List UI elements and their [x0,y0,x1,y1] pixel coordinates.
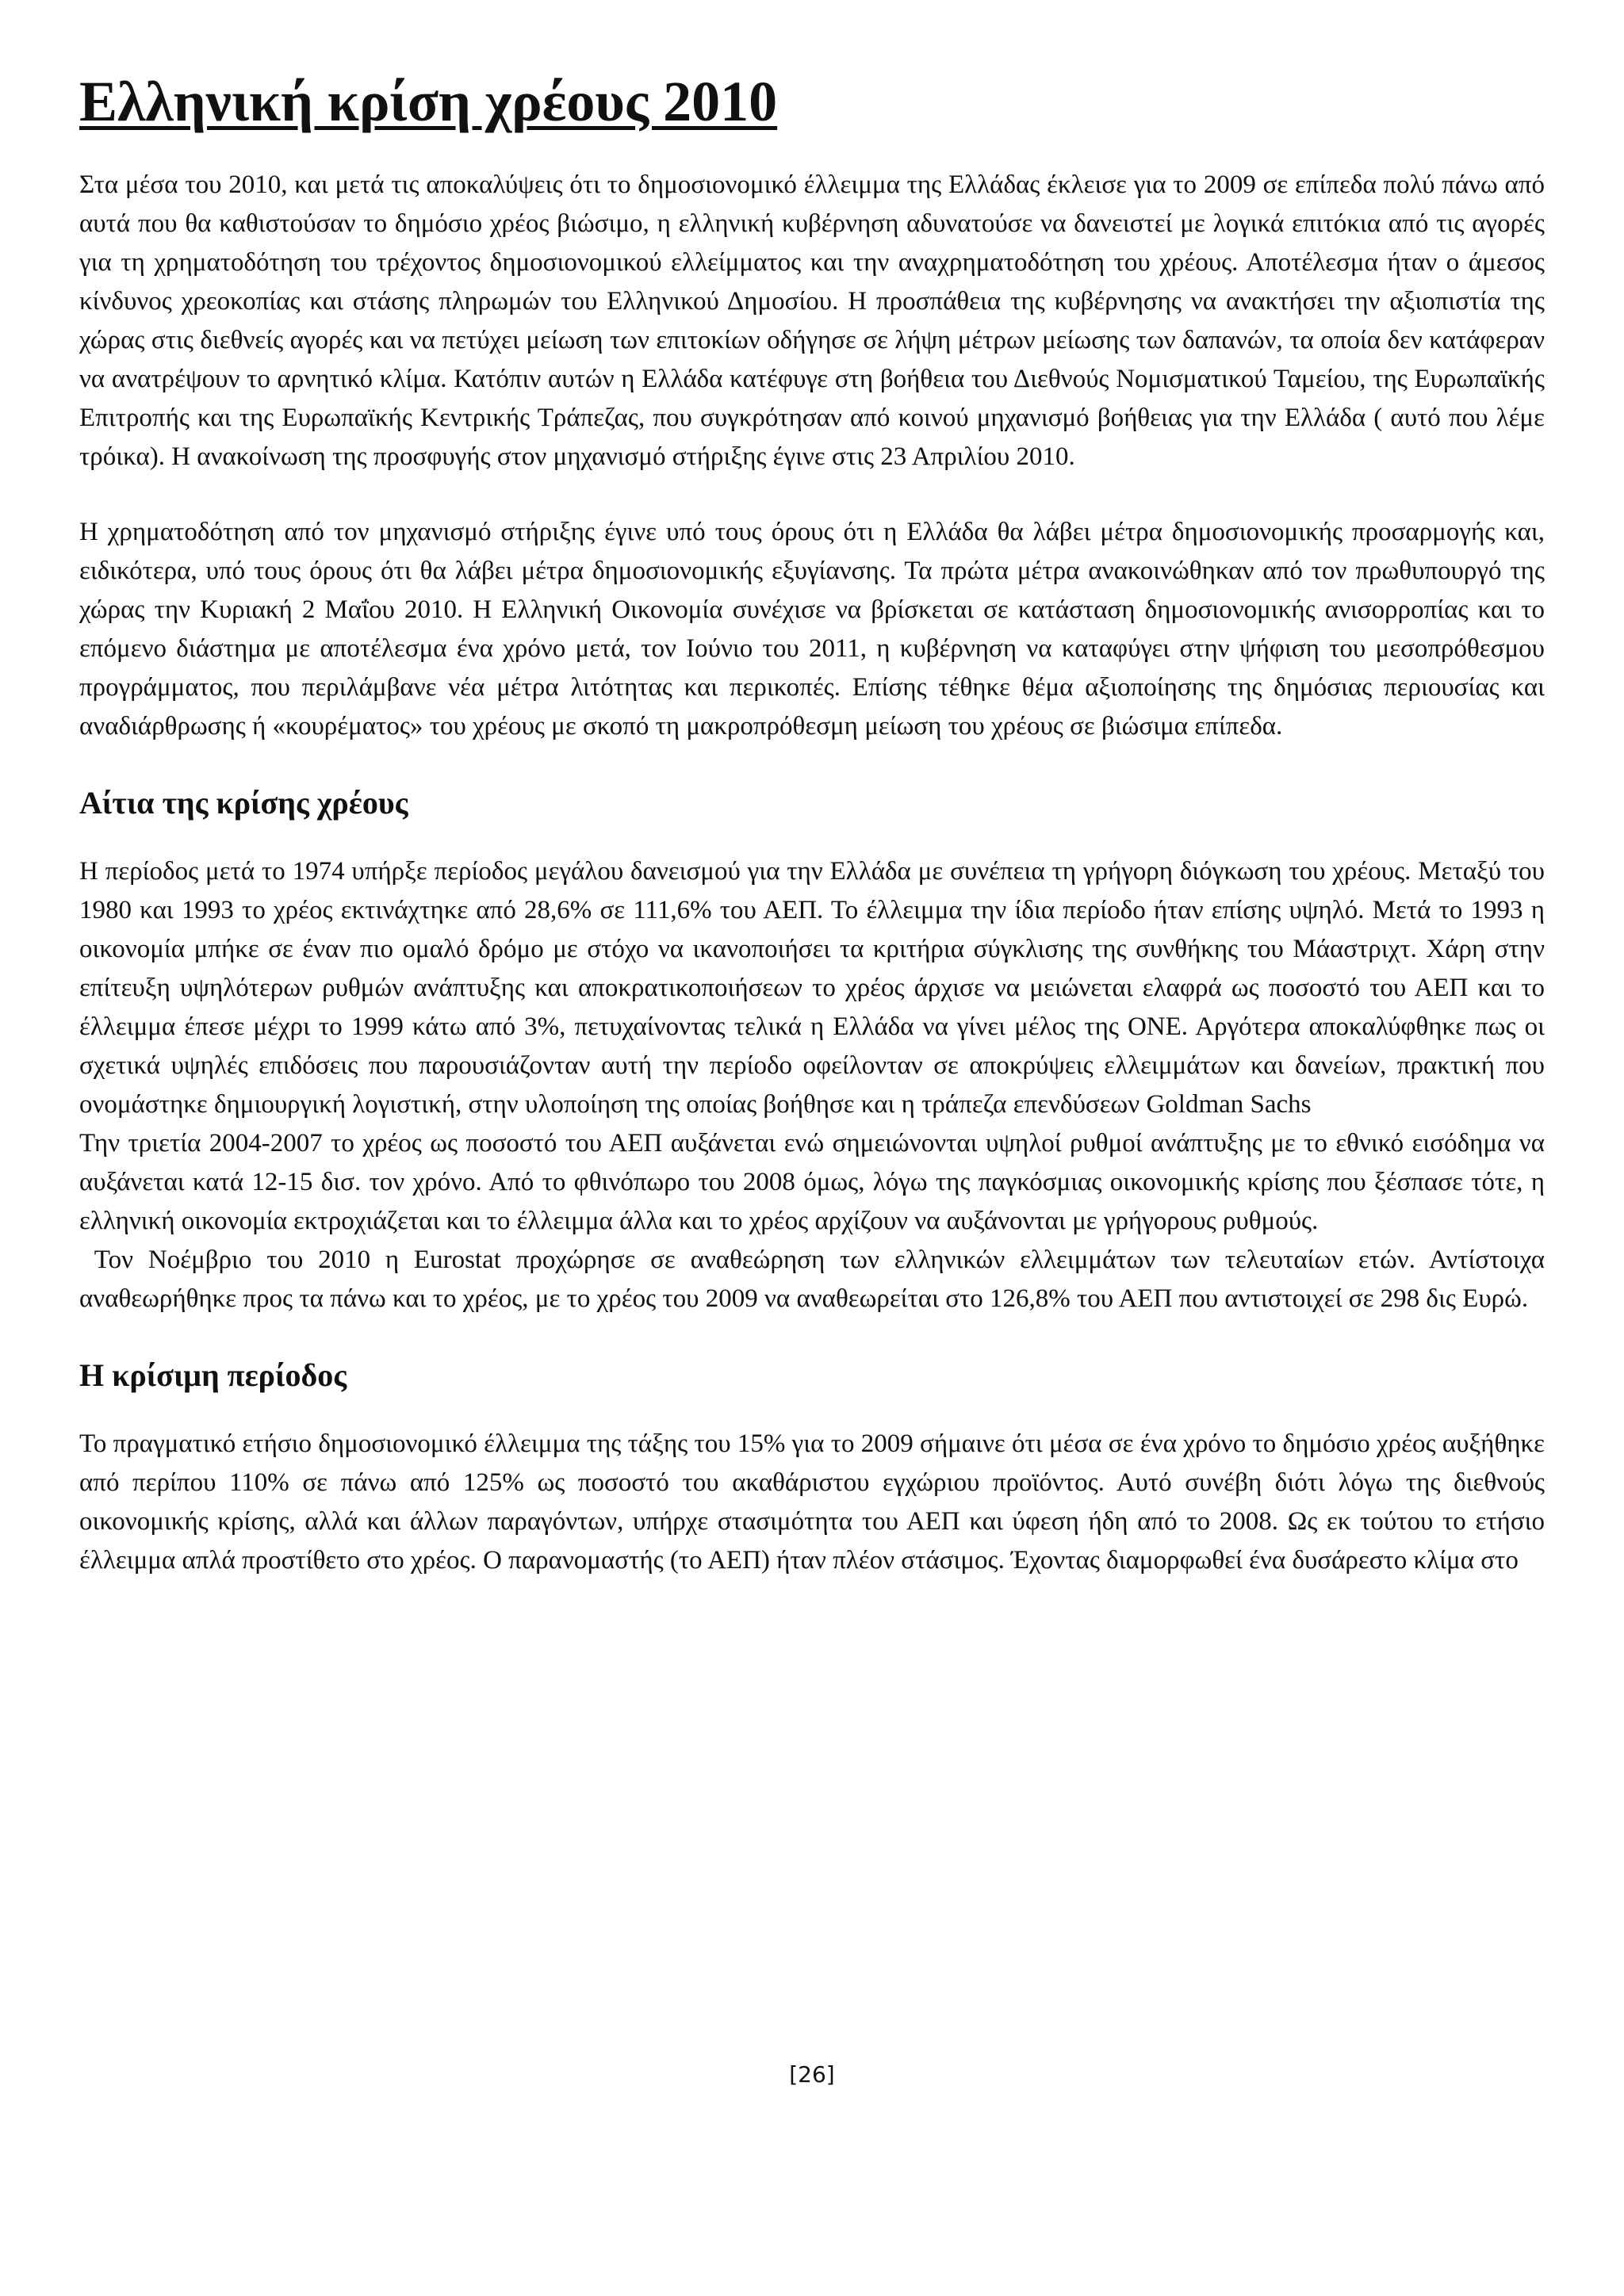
page-content [79,70,1552,1580]
causes-paragraph: Η περίοδος μετά το 1974 υπήρξε περίοδος μεγάλου δανεισμού για την Ελλάδα με συνέπεια τη γρήγορη διόγκωση του χρέους. Μεταξύ του 1980 και 1993 το χρέος εκτινάχτηκε από 28,6% σε 111,6% του ΑΕΠ. Το έλλειμμα την ίδια περίοδο ήταν επίσης υψηλό. Μετά το 1993 η οικονομία μπήκε σε έναν πιο ομαλό δρόμο με στόχο να ικανοποιήσει τα κριτήρια σύγκλισης της συνθήκης του Μάαστριχτ. Χάρη στην επίτευξη υψηλότερων ρυθμών ανάπτυξης και αποκρατικοποιήσεων το χρέος άρχισε να μειώνεται ελαφρά ως ποσοστό του ΑΕΠ και το έλλειμμα έπεσε μέχρι το 1999 κάτω από 3%, πετυχαίνοντας τελικά η Ελλάδα να γίνει μέλος της ΟΝΕ. Αργότερα αποκαλύφθηκε πως οι σχετικά υψηλές επιδόσεις που παρουσιάζονταν αυτή την περίοδο οφείλονταν σε αποκρύψεις ελλειμμάτων και δανείων, πρακτική που ονομάστηκε δημιουργική λογιστική, στην υλοποίηση της οποίας βοήθησε και η τράπεζα επενδύσεων Goldman Sachs [79,856,1545,1119]
intro-paragraph: Η χρηματοδότηση από τον μηχανισμό στήριξης έγινε υπό τους όρους ότι η Ελλάδα θα λάβει μέτρα δημοσιονομικής προσαρμογής και, ειδικότερα, υπό τους όρους ότι θα λάβει μέτρα δημοσιονομικής εξυγίανσης. Τα πρώτα μέτρα ανακοινώθηκαν από τον πρωθυπουργό της χώρας την Κυριακή 2 Μαΐου 2010. Η Ελληνική Οικονομία συνέχισε να βρίσκεται σε κατάσταση δημοσιονομικής ανισορροπίας και το επόμενο διάστημα με αποτέλεσμα ένα χρόνο μετά, τον Ιούνιο του 2011, η κυβέρνηση να καταφύγει στην ψήφιση του μεσοπρόθεσμου προγράμματος, που περιλάμβανε νέα μέτρα λιτότητας και περικοπές. Επίσης τέθηκε θέμα αξιοποίησης της δημόσιας περιουσίας και αναδιάρθρωσης ή «κουρέματος» του χρέους με σκοπό τη μακροπρόθεσμη μείωση του χρέους σε βιώσιμα επίπεδα. [79,517,1545,740]
critical-period-paragraph: Το πραγματικό ετήσιο δημοσιονομικό έλλειμμα της τάξης του 15% για το 2009 σήμαινε ότι μέσα σε ένα χρόνο το δημόσιο χρέος αυξήθηκε από περίπου 110% σε πάνω από 125% ως ποσοστό του ακαθάριστου εγχώριου προϊόντος. Αυτό συνέβη διότι λόγω της διεθνούς οικονομικής κρίσης, αλλά και άλλων παραγόντων, υπήρχε στασιμότητα του ΑΕΠ και ύφεση ήδη από το 2008. Ως εκ τούτου το ετήσιο έλλειμμα απλά προστίθετο στο χρέος. Ο παρανομαστής (το ΑΕΠ) ήταν πλέον στάσιμος. Έχοντας διαμορφωθεί ένα δυσάρεστο κλίμα στο [79,1429,1545,1575]
causes-paragraph: Την τριετία 2004-2007 το χρέος ως ποσοστό του ΑΕΠ αυξάνεται ενώ σημειώνονται υψηλοί ρυθμοί ανάπτυξης με το εθνικό εισόδημα να αυξάνεται κατά 12-15 δισ. τον χρόνο. Από το φθινόπωρο του 2008 όμως, λόγω της παγκόσμιας οικονομικής κρίσης που ξέσπασε τότε, η ελληνική οικονομία εκτροχιάζεται και το έλλειμμα άλλα και το χρέος αρχίζουν να αυξάνονται με γρήγορους ρυθμούς. [79,1128,1545,1235]
page-title: Ελληνική κρίση χρέους 2010 [79,70,778,133]
intro-paragraph: Στα μέσα του 2010, και μετά τις αποκαλύψεις ότι το δημοσιονομικό έλλειμμα της Ελλάδας έκλεισε για το 2009 σε επίπεδα πολύ πάνω από αυτά που θα καθιστούσαν το δημόσιο χρέος βιώσιμο, η ελληνική κυβέρνηση αδυνατούσε να δανειστεί με λογικά επιτόκια από τις αγορές για τη χρηματοδότηση του τρέχοντος δημοσιονομικού ελλείμματος και την αναχρηματοδότηση του χρέους. Αποτέλεσμα ήταν ο άμεσος κίνδυνος χρεοκοπίας και στάσης πληρωμών του Ελληνικού Δημοσίου. Η προσπάθεια της κυβέρνησης να ανακτήσει την αξιοπιστία της χώρας στις διεθνείς αγορές και να πετύχει μείωση των επιτοκίων οδήγησε σε λήψη μέτρων μείωσης των δαπανών, τα οποία δεν κατάφεραν να ανατρέψουν το αρνητικό κλίμα. Κατόπιν αυτών η Ελλάδα κατέφυγε στη βοήθεια του Διεθνούς Νομισματικού Ταμείου, της Ευρωπαϊκής Επιτροπής και της Ευρωπαϊκής Κεντρικής Τράπεζας, που συγκρότησαν από κοινού μηχανισμό βοήθειας για την Ελλάδα ( αυτό που λέμε τρόικα). Η ανακοίνωση της προσφυγής στον μηχανισμό στήριξης έγινε στις 23 Απριλίου 2010. [79,170,1545,471]
section-heading-causes: Αίτια της κρίσης χρέους [79,784,408,821]
page-number: [26] [789,2061,835,2087]
causes-paragraph: Τον Νοέμβριο του 2010 η Eurostat προχώρησε σε αναθεώρηση των ελληνικών ελλειμμάτων των τελευταίων ετών. Αντίστοιχα αναθεωρήθηκε προς τα πάνω και το χρέος, με το χρέος του 2009 να αναθεωρείται στο 126,8% του ΑΕΠ που αντιστοιχεί σε 298 δις Ευρώ. [79,1245,1552,1313]
section-heading-critical-period: Η κρίσιμη περίοδος [79,1357,347,1393]
